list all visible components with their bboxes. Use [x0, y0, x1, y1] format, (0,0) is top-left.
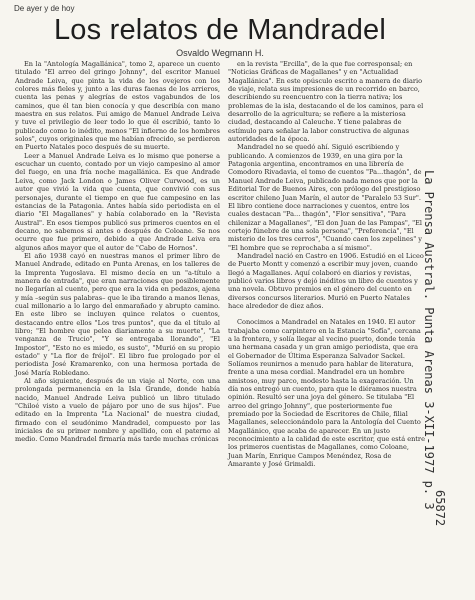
handwritten-annotation: La Prensa Austral. Punta Arenas 3-XII-1977 p. 3	[422, 170, 436, 510]
paragraph: en la revista "Ercilla", de la que fue corresponsal; en "Noticias Gráficas de Magallanes" y en "Actualidad Magallánica". En este opúsculo escrito a manera de diario de viaje, relata sus impresiones de un recorrido en barco, describiendo su reencuentro con la tierra nativa; los problemas de la isla, destacando el de los caminos, para el desarrollo de la agricultura; se refiere a la misteriosa ciudad, destacando al Caleuche. Y tiene palabras de estímulo para señalar la labor constructiva de algunas autoridades de la época.	[228, 60, 424, 144]
paragraph: Mandradel nació en Castro en 1906. Estudió en el Liceo de Puerto Montt y comenzó a escribir muy joven, cuando llegó a Magallanes. Aquí colaboró en diarios y revistas, publicó varios libros y dejó inéditos un libro de cuentos y una novela. Obtuvo premios en el género del cuento en diversos concursos literarios. Murió en Puerto Natales hace alrededor de diez años.	[228, 251, 424, 310]
paragraph: Leer a Manuel Andrade Leiva es lo mismo que ponerse a escuchar un cuento, contado por un viejo campesino al amor del fuego, en una fría noche magallánica. Es que Andrade Leiva, como Jack London o James Oliver Curwood, es un autor que vivió la vida que cuenta, que convivió con sus personajes, durante el tiempo en que fue campesino en las estancias de la Patagonia. Antes había sido periodista en el diario "El Magallanes" y había colaborado en la "Revista Austral". En esos tiempos publicó sus primeros cuentos en el decano, no sabemos si antes o después de Coloane. Se nos ocurre que fue primero, debido a que Andrade Leiva era algunos años mayor que el autor de "Cabo de Hornos".	[15, 151, 220, 252]
paragraph: En la "Antología Magallánica", tomo 2, aparece un cuento titulado "El arreo del gringo Johnny", del escritor Manuel Andrade Leiva, que pinta la vida de los ovejeros con los colores más fieles y, junto a las duras faenas de los arrieros, cuenta las penas y alegrías de estos vagabundos de los caminos, que él tan bien conocía y que describía con mano maestra en sus relatos. Fui amigo de Manuel Andrade Leiva y tuve el privilegio de leer todo lo que él escribió, tanto lo publicado como lo inédito, menos "El infierno de los hombres solos", cuyos originales que me habían ofrecido, se perdieron en Puerto Natales poco después de su muerte.	[15, 60, 220, 152]
paragraph: Mandradel no se quedó ahí. Siguió escribiendo y publicando. A comienzos de 1939, en una gira por la Patagonia argentina, encontramos en una librería de Comodoro Rivadavia, el tomo de cuentos "Pa...thagón", de Manuel Andrade Leiva, publicado nada menos que por la Editorial Tor de Buenos Aires, con prólogo del prestigioso escritor chileno Juan Marín, el autor de "Paralelo 53 Sur". El libro contiene doce narraciones y cuentos, entre los cuales destacan "Pa... thagón", "Flor sensitiva", "Para chilenizar a Magallanes", "El don Juan de las Pampas", "El cortejo fúnebre de una sola persona", "Preferencia", "El misterio de los tres cerros", "Cuando caen los zepelines" y "El hombre que se reprochaba a sí mismo".	[228, 143, 422, 252]
handwritten-archive-code: 65872	[433, 490, 447, 527]
paragraph: Al año siguiente, después de un viaje al Norte, con una prolongada permanencia en la Isla Grande, donde había nacido, Manuel Andrade Leiva publicó un libro titulado "Chiloé visto a vuelo de pájaro por uno de sus hijos". Fue editado en la Imprenta "La Nacional" de nuestra ciudad, firmado con el seudónimo Mandradel, compuesto por las iniciales de su primer nombre y apellido, con el paterno al medio. Como Mandradel firmaría más tarde muchas crónicas	[15, 377, 220, 444]
paragraph: Conocimos a Mandradel en Natales en 1940. El autor trabajaba como carpintero en la Estancia "Sofía", cercana a la frontera, y solía llegar al vecino puerto, donde tenía una hermana casada y un gran amigo periodista, que era el Gobernador de Última Esperanza Salvador Sackel. Solíamos reunirnos a menudo para hablar de literatura, frente a una mesa cordial. Mandradel era un hombre amistoso, muy parco, modesto hasta la exageración. Un día nos entregó un cuento, para que le diéramos nuestra opinión. Resultó ser una joya del género. Se titulaba "El arreo del gringo Johnny", que posteriormente fue premiado por la Sociedad de Escritores de Chile, filial Magallanes, seleccionándolo para la Antología del Cuento Magallánico, que acaba de aparecer. En un justo reconocimiento a la calidad de este escritor, que está entre los primeros cuentistas de Magallanes, como Coloane, Juan Marín, Enrique Campos Menéndez, Rosa de Amarante y José Grimaldi.	[228, 318, 425, 469]
article-author: Osvaldo Wegmann H.	[176, 48, 264, 58]
article-column-right	[228, 60, 425, 469]
article-column-left	[15, 60, 220, 444]
paragraph: El año 1938 cayó en nuestras manos el primer libro de Manuel Andrade, editado en Punta Arenas, en los talleres de la Imprenta Yugoslava. El mismo decía en un "a-título a manera de entrada", que eran narraciones que posiblemente no llegarían al cuento, pero que era la vida en pedazos, ajena y mía –según sus palabras– que le iba tirando a manos llenas, cual millonario a lo largo del enmarañado y abrupto camino. En este libro se incluyen quince relatos o cuentos, destacando entre ellos "Los tres puntos", que da el título al libro; "El hombre que pelea diariamente a su muerte", "La venganza de Trucio", "Y se entregaba llorando", "El Impostor", "Esto no es miedo, es susto", "Murió en su propio estado" y "La flor de fréjol". El libro fue prologado por el periodista José Kramarenko, con una hermosa portada de José María Robledano.	[15, 251, 220, 377]
article-title: Los relatos de Mandradel	[53, 14, 387, 46]
section-kicker: De ayer y de hoy	[14, 4, 75, 13]
